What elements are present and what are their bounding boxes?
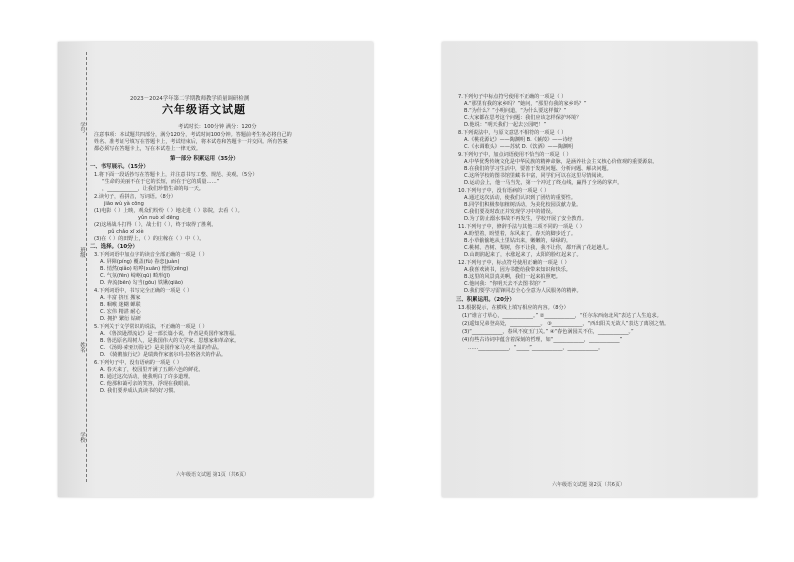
option-line: A.通过这次活动，使我们认识到了团结的重要性。 bbox=[464, 195, 576, 201]
exam-page-left bbox=[58, 42, 373, 497]
page-footer: 六年级语文试题 第2页（共6页） bbox=[552, 482, 625, 488]
option-line: D. 我们要养成认真读书的好习惯。 bbox=[100, 388, 179, 394]
option-line: A.我喜欢读书，因为书能给我带来知识和快乐。 bbox=[464, 267, 571, 273]
question-line: 7.下列句子中标点符号使用不正确的一项是（ ） bbox=[458, 94, 567, 100]
option-line: B. 咽喉 迷糊 蝉联 bbox=[100, 302, 141, 308]
option-line: A. 《鲁滨逊漂流记》是一部长篇小说，作者是英国作家笛福。 bbox=[100, 331, 240, 337]
exam-info: 考试时长：100分钟 满分：120分 bbox=[178, 124, 257, 130]
binding-label-student-id: 学号 bbox=[79, 122, 85, 133]
binding-label-name: 姓名 bbox=[79, 342, 85, 353]
option-line: D.他说：“明天我们一起去公园吧！” bbox=[464, 122, 547, 128]
option-line: A. 春天来了，校园里开满了五颜六色的鲜花。 bbox=[100, 367, 204, 373]
question-line: ，____________，让我们珍惜生命的每一天。 bbox=[102, 186, 204, 192]
option-line: C.他问我：“你明天去不去图书馆？” bbox=[464, 281, 546, 287]
exam-title: 六年级语文试题 bbox=[162, 103, 246, 116]
fill-blank-line: (4)有些古诗词中蕴含着深刻的哲理，如“____________，____________” bbox=[462, 337, 623, 343]
question-line: “生命的美丽不在于它的长短，而在于它的质量……” bbox=[102, 179, 220, 185]
notes-line: 姓名、准考证号填写在答题卡上，考试结束后，将本试卷和答题卡一并交回。所有答案 bbox=[94, 139, 288, 145]
fill-blank-line: (3)“____________，春风不度玉门关。” ④“春色满园关不住，____________。” bbox=[462, 329, 634, 335]
question-line: 1.将下面一段话抄写在答题卡上，并注意书写工整、规范、美观。（5分） bbox=[94, 172, 258, 178]
exam-page-right bbox=[442, 42, 757, 497]
question-line: (1)电影（ ）上映，观众们纷纷（ ）地走进（ ）影院，去看（ ）。 bbox=[94, 208, 243, 214]
pinyin-line: pǔ chǎo xī xiè bbox=[108, 229, 144, 235]
option-line: C.我们要及时改正并发现学习中的错误。 bbox=[464, 209, 556, 215]
binding-line bbox=[86, 52, 87, 482]
option-line: D. 奔流(bēn) 勾当(gōu) 铁锹(qiāo) bbox=[100, 280, 183, 286]
question-line: 8.下列说法中，与原文意思不相符的一项是（ ） bbox=[458, 130, 567, 136]
option-line: B.这里的风景真美啊，我们一起来拍照吧。 bbox=[464, 274, 561, 280]
option-line: C.《水调歌头》——苏轼 D.《饮酒》——陶渊明 bbox=[464, 144, 574, 150]
option-line: A.盼望着，盼望着，东风来了，春天的脚步近了。 bbox=[464, 231, 576, 237]
fill-blank-line: ……____________，“_____”____________，____________。 bbox=[468, 345, 604, 351]
option-line: C. 他那和蔼可亲的笑容，浮现在我眼前。 bbox=[100, 381, 194, 387]
option-line: D.山朗润起来了，水涨起来了，太阳的脸红起来了。 bbox=[464, 252, 582, 258]
option-line: C.这所学校的图书馆里藏书丰富，同学们可以在这里尽情阅读。 bbox=[464, 173, 607, 179]
exam-header: 2023－2024学年第二学期教师教学质量调研检测 bbox=[130, 96, 250, 102]
pinyin-line: yǔn nuò xǐ dēng bbox=[138, 215, 180, 221]
question-line: 4.下列词语中，书写完全正确的一项是（ ） bbox=[94, 288, 193, 294]
part-heading: 第一部分 积累运用（35分） bbox=[170, 156, 239, 162]
option-line: D. 拥护 繁衍 钻研 bbox=[100, 316, 141, 322]
section-heading: 二、选择。（10分） bbox=[90, 244, 138, 250]
question-line: 13.根据提示，在横线上填写相应的内容。（8分） bbox=[458, 305, 569, 311]
option-line: D.我们要学习雷锋同志全心全意为人民服务的精神。 bbox=[464, 288, 582, 294]
option-line: A.《桃花源记》——陶渊明 B.《蒹葭》——诗经 bbox=[464, 137, 573, 143]
question-line: 11.下列句子中，修辞手法与其他三项不同的一项是（ ） bbox=[458, 224, 585, 230]
question-line: 6.下列句子中，没有语病的一项是（ ） bbox=[94, 360, 182, 366]
option-line: D.运动会上，他一马当先，第一个冲过了终点线，赢得了全场的掌声。 bbox=[464, 180, 623, 186]
option-line: B. 悄然(qiǎo) 喧哗(xuān) 憎恨(zēng) bbox=[100, 266, 189, 272]
option-line: A.“那里有我的家乡吗？”她问，“那里有我的家乡吗？” bbox=[464, 101, 587, 107]
question-line: (3)在（ ）的田野上，（ ）的庄稼在（ ）中（ ）。 bbox=[94, 236, 205, 242]
option-line: B.在我们的学习生活中，要善于发现问题、分析问题、解决问题。 bbox=[464, 166, 612, 172]
page-footer: 六年级语文试题 第1页（共6页） bbox=[176, 472, 249, 478]
option-line: A.中华优秀传统文化是中华民族的精神命脉，是涵养社会主义核心价值观的重要源泉。 bbox=[464, 159, 658, 165]
notes-line: 都必须写在答题卡上，写在本试卷上一律无效。 bbox=[94, 146, 201, 152]
option-line: C. 《汤姆·索亚历险记》是美国作家马克·吐温的作品。 bbox=[100, 345, 223, 351]
section-heading: 三、积累运用。（20分） bbox=[456, 297, 515, 303]
option-line: B.“为什么？”小明问道，“为什么要这样做？” bbox=[464, 108, 567, 114]
fill-blank-line: (1)“谁言寸草心，____________。” ②____________，“任尔东西南北风”表达了人生追求。 bbox=[462, 313, 662, 319]
question-line: (2)这场战斗打得（ ），战士们（ ），终于取得了胜利。 bbox=[94, 222, 217, 228]
option-line: B. 通过这次活动，使我明白了许多道理。 bbox=[100, 374, 194, 380]
binding-label-class: 班级 bbox=[79, 247, 85, 258]
option-line: A. 丰富 挤压 搬家 bbox=[100, 295, 141, 301]
option-line: D.为了防止溺水事故不再发生，学校开展了安全教育。 bbox=[464, 216, 587, 222]
option-line: C. 宏伟 精湛 耐心 bbox=[100, 309, 141, 315]
option-line: B. 鲁迅原名周树人，是我国伟大的文学家、思想家和革命家。 bbox=[100, 338, 240, 344]
option-line: C.桃树、杏树、梨树，你不让我，我不让你，都开满了花赶趟儿。 bbox=[464, 245, 612, 251]
question-line: 10.下列句子中，没有语病的一项是（ ） bbox=[458, 188, 550, 194]
question-line: 9.下列句子中，加点词语使用不恰当的一项是（ ） bbox=[458, 152, 572, 158]
option-line: B.小草偷偷地从土里钻出来，嫩嫩的，绿绿的。 bbox=[464, 238, 571, 244]
question-line: 5.下列关于文学常识的说法，不正确的一项是（ ） bbox=[94, 324, 208, 330]
option-line: C. 气氛(fēn) 崎岖(qū) 畸形(jī) bbox=[100, 273, 170, 279]
option-line: C.大家都在思考这个问题：我们应该怎样保护环境？ bbox=[464, 115, 582, 121]
pinyin-line: jiāo wù yà cōng bbox=[104, 201, 144, 207]
option-line: A. 屏障(píng) 覆盖(fù) 眷恋(juàn) bbox=[100, 259, 180, 265]
question-line: 3.下列词语中加点字的读音全部正确的一项是（ ） bbox=[94, 252, 208, 258]
binding-label-school: 学校 bbox=[79, 432, 85, 443]
notes-line: 注意事项：本试题共四部分，满分120分，考试时间100分钟。答题前考生务必将自己的 bbox=[94, 132, 292, 138]
question-line: 12.下列句子中，标点符号使用正确的一项是（ ） bbox=[458, 260, 570, 266]
fill-blank-line: (2)遥知兄弟登高处，____________。 ③____________，“西出阳关无故人”表达了离别之情。 bbox=[462, 321, 670, 327]
option-line: D. 《骑鹅旅行记》是瑞典作家塞尔玛·拉格洛夫的作品。 bbox=[100, 352, 226, 358]
section-heading: 一、书写展示。（15分） bbox=[90, 164, 149, 170]
option-line: B.同学们积极参加植树活动，为美化校园贡献力量。 bbox=[464, 202, 582, 208]
question-line: 2.读句子，看拼音，写词语。（8分） bbox=[94, 194, 176, 200]
